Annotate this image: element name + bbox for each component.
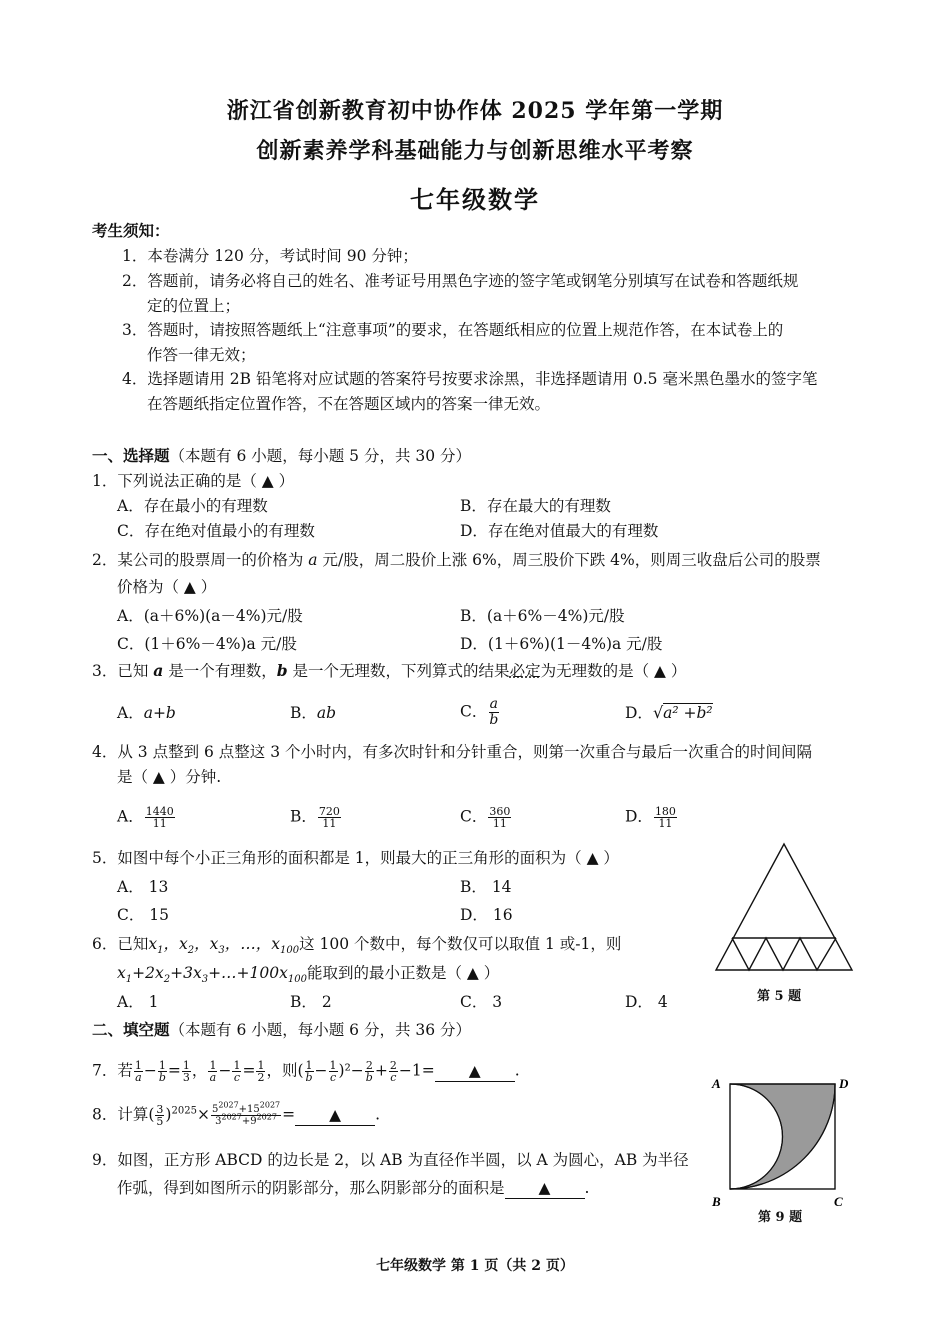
- q4-d-label: D．: [625, 807, 653, 826]
- section1-title: 一、选择题: [92, 446, 170, 465]
- q7-f9: $\frac{2}{b}$: [365, 1059, 373, 1084]
- q3-b-expr: ab: [316, 704, 337, 722]
- q4-d-num: 180: [654, 805, 676, 818]
- q2-stem: [92, 550, 821, 570]
- q6-vars: $x_1$，$x_2$，$x_3$，…，$x_{100}$: [148, 935, 300, 957]
- q4-a-den: 11: [152, 817, 167, 830]
- q7-stem: 7．若 $\frac{1}{a}$ − $\frac{1}{b}$ = $\frac{1}{3}$ ， $\frac{1}{a}$ − $\frac{1}{c}$ = $\frac{1}{2}$ ，则( $\frac{1}{b}$ − $\frac{1}{c}$ )²− $\frac{2}{b}$ + $\frac{2}{c}$ −1= ▲ .: [92, 1059, 520, 1084]
- q3-stem: [92, 661, 686, 681]
- section2-desc: （本题有 6 小题，每小题 6 分，共 36 分）: [169, 1021, 472, 1039]
- q7-f7: $\frac{1}{b}$: [305, 1059, 313, 1084]
- q8-f1: $\frac{3}{5}$: [156, 1103, 164, 1128]
- q8-label: 8．计算(: [92, 1105, 155, 1124]
- q8-f2: $\frac{5^{2027}+15^{2027}}{3^{2027}+9^{2027}}$: [211, 1100, 281, 1127]
- q4-stem: 4．从 3 点整到 6 点整这 3 个小时内，有多次时针和分针重合，则第一次重合与最后一次重合的时间间隔: [92, 743, 813, 761]
- q7-f2: $\frac{1}{b}$: [158, 1059, 166, 1084]
- q4-option-a: [117, 806, 176, 829]
- q3-option-b: [290, 703, 336, 723]
- q3-stem-b: 是一个有理数，: [163, 662, 277, 680]
- q4-b-fraction: [318, 806, 341, 829]
- q9-square-figure: [708, 1072, 853, 1214]
- q9-label-b: B: [712, 1194, 721, 1209]
- q3-d-label: D．: [625, 704, 653, 722]
- q3-var-b: b: [276, 661, 288, 680]
- q4-a-num: 1440: [145, 805, 174, 818]
- q9-stem-cont: 作弧，得到如图所示的阴影部分，那么阴影部分的面积是 ▲ .: [117, 1179, 590, 1197]
- section1-heading: [92, 446, 471, 466]
- q3-a-label: A．: [117, 704, 144, 722]
- q4-b-den: 11: [322, 817, 337, 830]
- q3-c-num: a: [489, 696, 499, 712]
- q2-variable: a: [308, 551, 318, 569]
- q2-stem-cont: 价格为（ ▲ ）: [117, 578, 217, 596]
- q1-option-a: A．存在最小的有理数: [117, 497, 268, 515]
- q3-stem-d: 为无理数的是（ ▲ ）: [540, 662, 687, 680]
- notice-item-3-cont: 作答一律无效；: [147, 346, 256, 364]
- q6-stem-post: 这 100 个数中，每个数仅可以取值 1 或-1，则: [299, 935, 622, 953]
- q9-caption: 第 9 题: [758, 1210, 803, 1225]
- notice-item-4: 4．选择题请用 2B 铅笔将对应试题的答案符号按要求涂黑，非选择题请用 0.5 毫米黑色墨水的签字笔: [122, 370, 818, 388]
- q7-f10: $\frac{2}{c}$: [389, 1059, 397, 1084]
- notice-item-2: 2．答题前，请务必将自己的姓名、准考证号用黑色字迹的签字笔或钢笔分别填写在试卷和答题纸规: [122, 272, 799, 290]
- q4-b-num: 720: [318, 805, 340, 818]
- q3-stem-a: 3．已知: [92, 662, 154, 680]
- q4-c-label: C．: [460, 807, 488, 826]
- q9-label-d: D: [839, 1076, 849, 1091]
- q4-stem-cont: 是（ ▲ ）分钟.: [117, 768, 222, 786]
- q7-answer-blank[interactable]: ▲: [435, 1061, 515, 1082]
- section2-title: 二、填空题: [92, 1020, 170, 1039]
- q3-b-label: B．: [290, 704, 317, 722]
- q6-stem: [92, 934, 622, 957]
- q2-stem-post: 元/股，周二股价上涨 6%，周三股价下跌 4%，则周三收盘后公司的股票: [317, 551, 821, 569]
- q1-option-d: D．存在绝对值最大的有理数: [460, 522, 659, 540]
- q9-label-c: C: [834, 1194, 843, 1209]
- q4-c-num: 360: [489, 805, 511, 818]
- q5-triangle-figure: [712, 840, 857, 975]
- q7-f4: $\frac{1}{a}$: [209, 1059, 217, 1084]
- q7-tail: −1=: [398, 1061, 435, 1080]
- q7-label: 7．若: [92, 1061, 133, 1080]
- q4-c-den: 11: [492, 817, 507, 830]
- q1-option-c: C．存在绝对值最小的有理数: [117, 522, 315, 540]
- q3-option-a: [117, 703, 176, 723]
- notice-item-4-cont: 在答题纸指定位置作答，不在答题区域内的答案一律无效。: [147, 395, 551, 413]
- notice-item-3: 3．答题时，请按照答题纸上“注意事项”的要求，在答题纸相应的位置上规范作答，在本试卷上的: [122, 321, 784, 339]
- q5-option-c: C． 15: [117, 906, 170, 924]
- q4-d-den: 11: [658, 817, 673, 830]
- q3-a-expr: a+b: [143, 704, 176, 722]
- q2-option-d: D．(1＋6%)(1－4%)a 元/股: [460, 635, 663, 653]
- notice-item-2-cont: 定的位置上；: [147, 297, 241, 315]
- q4-d-fraction: [654, 806, 677, 829]
- q1-stem: 1．下列说法正确的是（ ▲ ）: [92, 472, 295, 490]
- section1-desc: （本题有 6 小题，每小题 5 分，共 30 分）: [169, 447, 472, 465]
- q2-option-a: A．(a＋6%)(a－4%)元/股: [117, 607, 303, 625]
- q9-stem2: 作弧，得到如图所示的阴影部分，那么阴影部分的面积是: [117, 1179, 505, 1197]
- q3-c-fraction: [488, 697, 499, 728]
- q7-f8: $\frac{1}{c}$: [329, 1059, 337, 1084]
- q6-stem-cont: [117, 963, 500, 986]
- q2-option-c: C．(1＋6%－4%)a 元/股: [117, 635, 297, 653]
- q3-c-label: C．: [460, 702, 488, 721]
- q6-option-b: B． 2: [290, 993, 332, 1011]
- q9-label-a: A: [712, 1076, 721, 1091]
- q6-stem-pre: 6．已知: [92, 935, 149, 953]
- q7-f5: $\frac{1}{c}$: [233, 1059, 241, 1084]
- q8-answer-blank[interactable]: ▲: [295, 1105, 375, 1126]
- q6-option-c: C． 3: [460, 993, 503, 1011]
- q4-option-d: [625, 806, 678, 829]
- q6-stem2-post: 能取到的最小正数是（ ▲ ）: [306, 964, 500, 982]
- q6-option-a: A． 1: [117, 993, 159, 1011]
- sqrt-icon: √: [652, 703, 664, 722]
- q2-option-b: B．(a＋6%－4%)元/股: [460, 607, 625, 625]
- q3-d-expr: a² +b²: [663, 704, 713, 722]
- exam-subject-title: 七年级数学: [410, 185, 540, 214]
- q9-answer-blank[interactable]: ▲: [505, 1178, 585, 1199]
- page-footer: 七年级数学 第 1 页（共 2 页）: [376, 1258, 574, 1274]
- q3-emphasis: 必定: [509, 662, 541, 680]
- q4-b-label: B．: [290, 807, 317, 826]
- q4-option-b: [290, 806, 342, 829]
- q2-stem-pre: 2．某公司的股票周一的价格为: [92, 551, 309, 569]
- q4-option-c: [460, 806, 512, 829]
- q5-caption: 第 5 题: [757, 989, 802, 1004]
- q5-option-b: B． 14: [460, 878, 512, 896]
- q9-stem: 9．如图，正方形 ABCD 的边长是 2，以 AB 为直径作半圆，以 A 为圆心，AB 为半径: [92, 1151, 689, 1169]
- q6-option-d: D． 4: [625, 993, 668, 1011]
- q3-option-d: [625, 703, 713, 723]
- q7-f6: $\frac{1}{2}$: [257, 1059, 265, 1084]
- q8-stem: 8．计算( $\frac{3}{5}$ )$^{2025}$× $\frac{5^{2027}+15^{2027}}{3^{2027}+9^{2027}}$ = ▲ .: [92, 1100, 381, 1128]
- q7-f1: $\frac{1}{a}$: [134, 1059, 142, 1084]
- section2-heading: [92, 1020, 471, 1040]
- q3-c-den: b: [489, 712, 499, 728]
- q3-option-c: [460, 697, 500, 728]
- q5-stem: 5．如图中每个小正三角形的面积都是 1，则最大的正三角形的面积为（ ▲ ）: [92, 849, 619, 867]
- notice-item-1: 1．本卷满分 120 分，考试时间 90 分钟；: [122, 247, 418, 265]
- notice-title: 考生须知：: [92, 221, 170, 240]
- q4-a-label: A．: [117, 807, 144, 826]
- q3-var-a: a: [153, 661, 164, 680]
- q5-option-a: A． 13: [117, 878, 169, 896]
- q7-then: ，则(: [266, 1061, 304, 1080]
- exam-header-line1: 浙江省创新教育初中协作体 2025 学年第一学期: [226, 98, 724, 124]
- q6-sum-expr: $x_1+2x_2+3x_3+\dots+100x_{100}$: [117, 964, 307, 986]
- q7-f3: $\frac{1}{3}$: [182, 1059, 190, 1084]
- q4-c-fraction: [488, 806, 511, 829]
- q4-a-fraction: [145, 806, 175, 829]
- exam-header-line2: 创新素养学科基础能力与创新思维水平考察: [256, 138, 694, 164]
- q3-stem-c: 是一个无理数，下列算式的结果: [287, 662, 510, 680]
- q5-option-d: D． 16: [460, 906, 513, 924]
- q1-option-b: B．存在最大的有理数: [460, 497, 611, 515]
